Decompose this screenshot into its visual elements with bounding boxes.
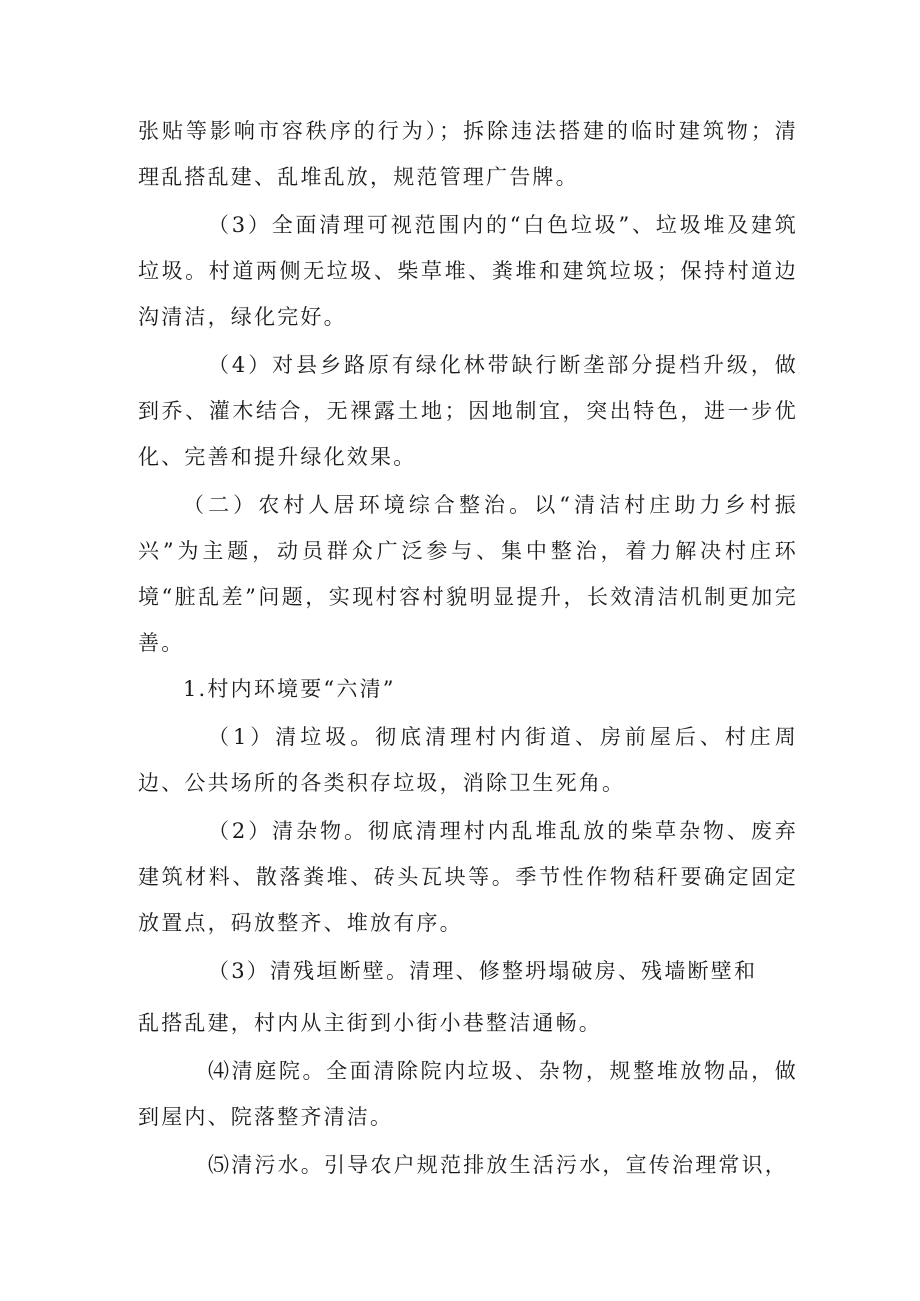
- subheading-six-cleans: 1.村内环境要“六清”: [183, 677, 396, 701]
- paragraph-continuation: 张贴等影响市容秩序的行为）；拆除违法搭建的临时建筑物；清理乱搭乱建、乱堆乱放，规范管理广告牌。: [138, 119, 798, 189]
- paragraph-item-3-visual: （3）全面清理可视范围内的“白色垃圾”、垃圾堆及建筑垃圾。村道两侧无垃圾、柴草堆、粪堆和建筑垃圾；保持村道边沟清洁，绿化完好。: [138, 213, 798, 329]
- paragraph-item-1-garbage: （1）清垃圾。彻底清理村内街道、房前屋后、村庄周边、公共场所的各类积存垃圾，消除卫生死角。: [138, 725, 798, 795]
- paragraph-item-4-courtyard: ⑷清庭院。全面清除院内垃圾、杂物，规整堆放物品，做到屋内、院落整齐清洁。: [138, 1059, 798, 1129]
- paragraph-item-2-debris: （2）清杂物。彻底清理村内乱堆乱放的柴草杂物、废弃建筑材料、散落粪堆、砖头瓦块等。季节性作物秸秆要确定固定放置点，码放整齐、堆放有序。: [138, 819, 798, 935]
- paragraph-item-3-ruins-continued: 乱搭乱建，村内从主街到小街小巷整洁通畅。: [138, 1011, 602, 1035]
- section-heading-rural-environment: （二）农村人居环境综合整治。以“清洁村庄助力乡村振兴”为主题，动员群众广泛参与、集中整治，着力解决村庄环境“脏乱差”问题，实现村容村貌明显提升，长效清洁机制更加完善。: [138, 493, 798, 655]
- paragraph-item-3-ruins: （3）清残垣断壁。清理、修整坍塌破房、残墙断壁和: [208, 959, 758, 983]
- paragraph-item-5-sewage: ⑸清污水。引导农户规范排放生活污水，宣传治理常识，: [208, 1153, 788, 1177]
- document-body: [138, 108, 798, 1188]
- paragraph-item-4-greening: （4）对县乡路原有绿化林带缺行断垄部分提档升级，做到乔、灌木结合，无裸露土地；因地制宜，突出特色，进一步优化、完善和提升绿化效果。: [138, 353, 798, 469]
